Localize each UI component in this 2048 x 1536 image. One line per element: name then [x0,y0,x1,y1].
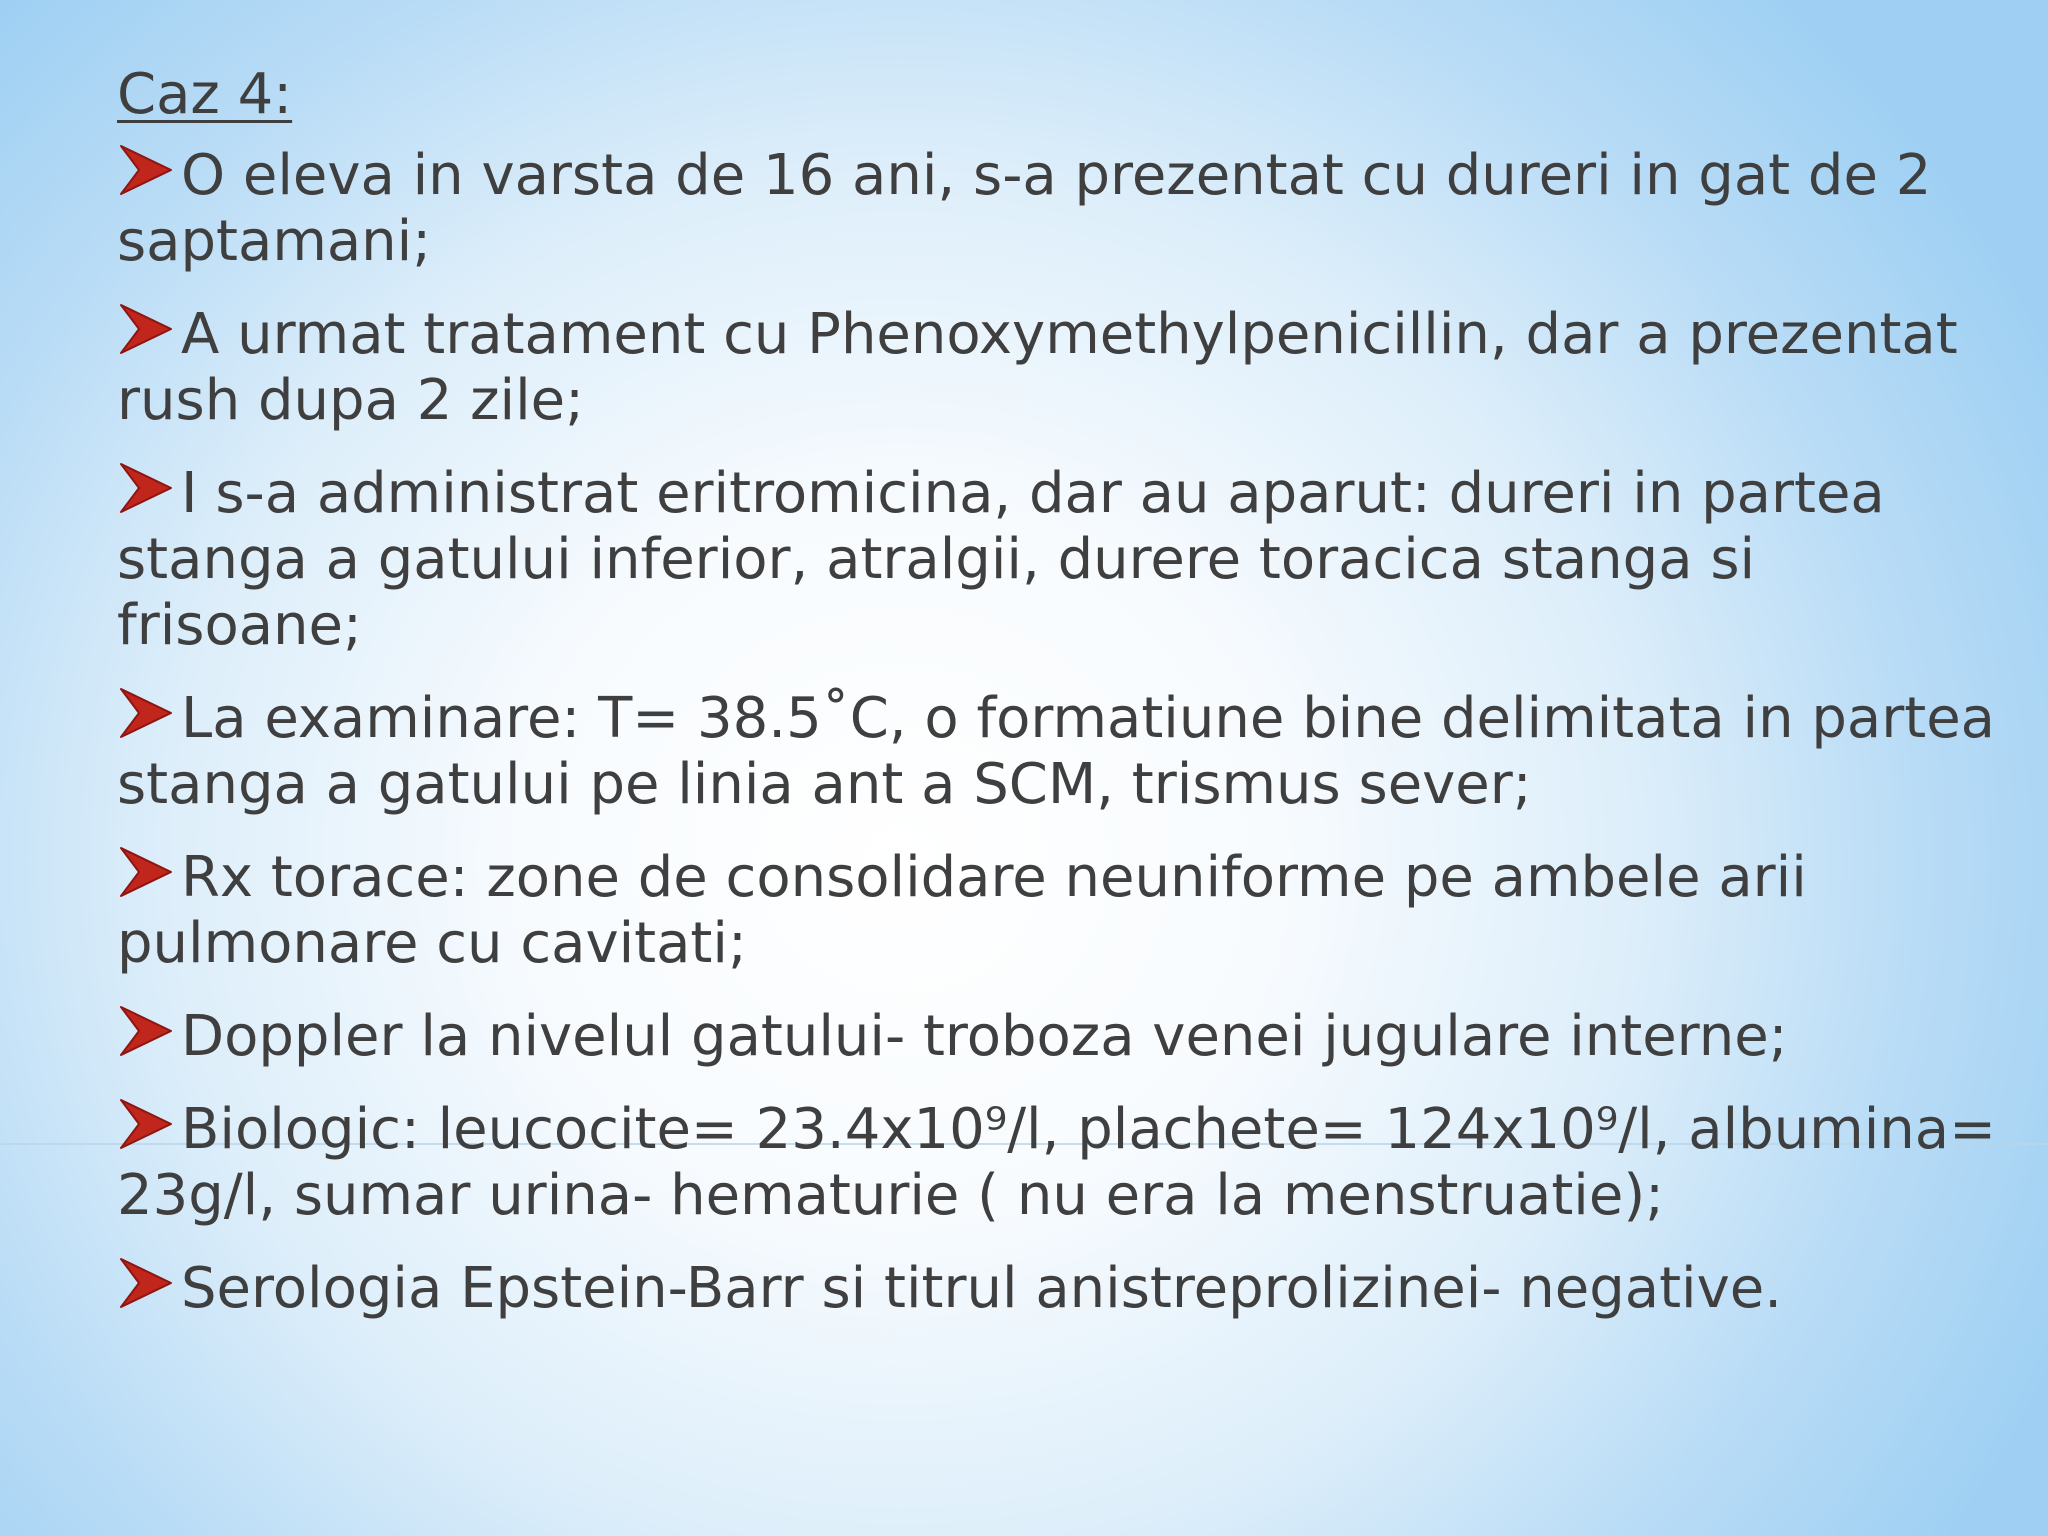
list-item-text: La examinare: T= 38.5˚C, o formatiune bine delimitata in partea stanga a gatului pe linia ant a SCM, trismus sever; [117,686,1995,817]
arrow-bullet-icon [117,1003,175,1059]
list-item [117,460,1997,659]
list-item-text: Biologic: leucocite= 23.4x10⁹/l, plachete= 124x10⁹/l, albumina= 23g/l, sumar urina- hematurie ( nu era la menstruatie); [117,1097,1997,1228]
arrow-bullet-icon [117,460,175,516]
list-item [117,685,1997,818]
list-item [117,301,1997,434]
list-item-text: A urmat tratament cu Phenoxymethylpenicillin, dar a prezentat rush dupa 2 zile; [117,302,1958,433]
list-item [117,142,1997,275]
list-item-text: Doppler la nivelul gatului- troboza venei jugulare interne; [181,1004,1788,1069]
list-item-text: Rx torace: zone de consolidare neuniforme pe ambele arii pulmonare cu cavitati; [117,845,1807,976]
list-item [117,1096,1997,1229]
slide-content [117,58,1997,1348]
arrow-bullet-icon [117,685,175,741]
list-item-text: O eleva in varsta de 16 ani, s-a prezentat cu dureri in gat de 2 saptamani; [117,143,1932,274]
list-item [117,844,1997,977]
arrow-bullet-icon [117,1096,175,1152]
arrow-bullet-icon [117,1255,175,1311]
list-item-text: I s-a administrat eritromicina, dar au aparut: dureri in partea stanga a gatului inferior, atralgii, durere toracica stanga si frisoane; [117,461,1885,658]
case-details-list [117,142,1997,1322]
list-item [117,1003,1997,1070]
arrow-bullet-icon [117,844,175,900]
list-item [117,1255,1997,1322]
arrow-bullet-icon [117,301,175,357]
arrow-bullet-icon [117,142,175,198]
list-item-text: Serologia Epstein-Barr si titrul anistreprolizinei- negative. [181,1256,1783,1321]
slide-title: Caz 4: [117,62,293,127]
